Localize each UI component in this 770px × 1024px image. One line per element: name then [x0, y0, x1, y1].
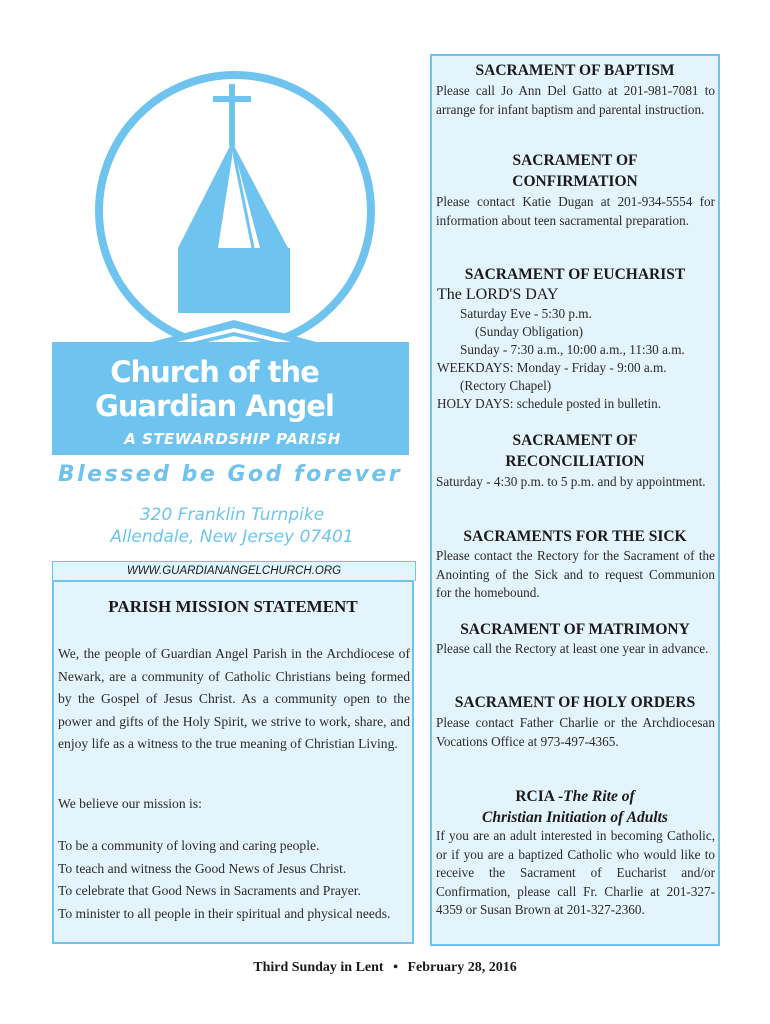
reconciliation-title-1: SACRAMENT OF — [512, 432, 638, 449]
footer-occasion: Third Sunday in Lent — [253, 960, 384, 975]
eucharist-title: SACRAMENT OF EUCHARIST — [464, 266, 686, 283]
schedule-saturday: Saturday Eve - 5:30 p.m. — [460, 306, 592, 321]
holy-orders-title: SACRAMENT OF HOLY ORDERS — [454, 694, 696, 711]
baptism-title: SACRAMENT OF BAPTISM — [475, 62, 675, 79]
motto: Blessed be God forever — [57, 462, 403, 487]
rcia-title-1 — [430, 786, 720, 807]
lords-day: The LORD'S DAY — [437, 286, 559, 303]
mission-goals-list — [58, 835, 410, 925]
cross-bar — [213, 96, 251, 102]
rcia-prefix: RCIA - — [515, 788, 564, 805]
website-link[interactable]: WWW.GUARDIANANGELCHURCH.ORG — [52, 561, 416, 581]
confirmation-text: Please contact Katie Dugan at 201-934-5554 for information about teen sacramental preparation. — [436, 194, 715, 228]
matrimony-title: SACRAMENT OF MATRIMONY — [460, 621, 690, 638]
logo-tagline: A STEWARDSHIP PARISH — [124, 430, 341, 448]
church-name-line-1: Church of the — [110, 355, 319, 389]
sick-text: Please contact the Rectory for the Sacrament of the Anointing of the Sick and to request Communion for the homebound. — [436, 548, 715, 600]
bulletin-footer — [0, 960, 770, 976]
tower-icon — [178, 248, 290, 318]
address-line-2: Allendale, New Jersey 07401 — [110, 527, 354, 547]
schedule-weekdays: WEEKDAYS: Monday - Friday - 9:00 a.m. — [437, 360, 667, 375]
footer-bullet: • — [393, 960, 398, 975]
church-name-line-2: Guardian Angel — [95, 389, 334, 423]
rcia-italic-1: The Rite of — [563, 788, 635, 805]
schedule-obligation: (Sunday Obligation) — [475, 324, 584, 339]
schedule-sunday: Sunday - 7:30 a.m., 10:00 a.m., 11:30 a.m. — [460, 342, 685, 357]
mission-goal: To teach and witness the Good News of Jesus Christ. — [58, 860, 347, 876]
matrimony-text: Please call the Rectory at least one year in advance. — [436, 641, 709, 656]
reconciliation-text: Saturday - 4:30 p.m. to 5 p.m. and by appointment. — [436, 474, 706, 489]
reconciliation-title-2: RECONCILIATION — [505, 453, 645, 470]
steeple-right — [232, 142, 288, 248]
mission-goal: To be a community of loving and caring people. — [58, 838, 320, 853]
mission-believe: We believe our mission is: — [58, 796, 202, 811]
rcia-title-2: Christian Initiation of Adults — [482, 809, 668, 826]
mission-title: PARISH MISSION STATEMENT — [108, 597, 358, 616]
mission-paragraph: We, the people of Guardian Angel Parish in the Archdiocese of Newark, are a community of Catholic Christians being formed by the Gospel of Jesus Christ. As a community open to the power and gifts of the Holy Spirit, we strive to work, share, and enjoy life as a witness to the true meaning of Christian Living. — [58, 646, 410, 751]
baptism-text: Please call Jo Ann Del Gatto at 201-981-7081 to arrange for infant baptism and parental instruction. — [436, 83, 715, 117]
confirmation-title-2: CONFIRMATION — [512, 173, 638, 190]
footer-date: February 28, 2016 — [407, 960, 517, 975]
holy-orders-text: Please contact Father Charlie or the Archdiocesan Vocations Office at 973-497-4365. — [436, 715, 715, 749]
rcia-text: If you are an adult interested in becoming Catholic, or if you are a baptized Catholic who would like to receive the Sacrament of Eucharist and/or Confirmation, please call Fr. Charlie at 201-327-4359 or Susan Brown at 201-327-2360. — [436, 828, 715, 917]
cross-icon — [229, 84, 235, 146]
schedule-chapel: (Rectory Chapel) — [460, 378, 552, 393]
mission-goal: To celebrate that Good News in Sacraments and Prayer. — [58, 883, 361, 898]
schedule-holy-days: HOLY DAYS: schedule posted in bulletin. — [437, 396, 662, 411]
steeple-icon — [178, 142, 232, 248]
confirmation-title-1: SACRAMENT OF — [512, 152, 638, 169]
sick-title: SACRAMENTS FOR THE SICK — [463, 528, 687, 545]
address-line-1: 320 Franklin Turnpike — [139, 505, 325, 525]
mission-goal: To minister to all people in their spiritual and physical needs. — [58, 905, 391, 921]
